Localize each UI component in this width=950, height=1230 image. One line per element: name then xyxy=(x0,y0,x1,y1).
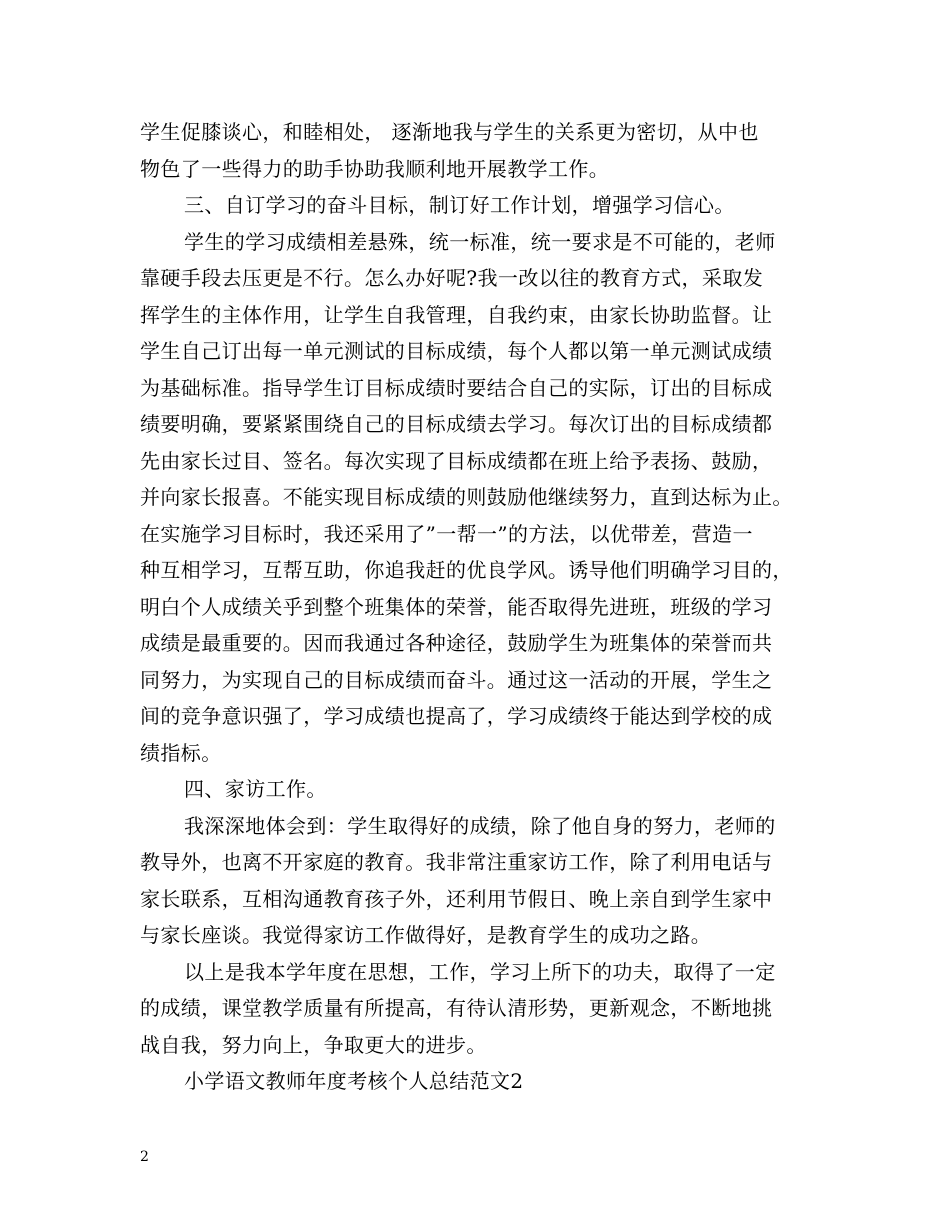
text-line: 的成绩，课堂教学质量有所提高，有待认清形势，更新观念，不断地挑 xyxy=(140,996,773,1020)
text-line: 以上是我本学年度在思想，工作，学习上所下的功夫，取得了一定 xyxy=(184,959,776,984)
text-line: 靠硬手段去压更是不行。怎么办好呢?我一改以往的教育方式，采取发 xyxy=(140,266,764,290)
text-line: 种互相学习，互帮互助，你追我赶的优良学风。诱导他们明确学习目的， xyxy=(140,558,793,582)
text-line: 学生自己订出每一单元测试的目标成绩，每个人都以第一单元测试成绩 xyxy=(140,339,773,363)
text-line: 物色了一些得力的助手协助我顺利地开展教学工作。 xyxy=(140,156,610,181)
text-line: 间的竞争意识强了，学习成绩也提高了，学习成绩终于能达到学校的成 xyxy=(140,704,773,728)
text-line: 绩要明确，要紧紧围绕自己的目标成绩去学习。每次订出的目标成绩都 xyxy=(140,412,773,436)
text-line: 绩指标。 xyxy=(140,740,222,765)
text-line: 战自我，努力向上，争取更大的进步。 xyxy=(140,1032,487,1057)
text-line: 成绩是最重要的。因而我通过各种途径，鼓励学生为班集体的荣誉而共 xyxy=(140,631,773,655)
text-line: 与家长座谈。我觉得家访工作做得好，是教育学生的成功之路。 xyxy=(140,923,712,947)
text-line: 我深深地体会到：学生取得好的成绩，除了他自身的努力，老师的 xyxy=(184,813,776,838)
text-line: 家长联系，互相沟通教育孩子外，还利用节假日、晚上亲自到学生家中 xyxy=(140,886,773,911)
text-line: 明白个人成绩关乎到整个班集体的荣誉，能否取得先进班，班级的学习 xyxy=(140,594,773,619)
text-line: 并向家长报喜。不能实现目标成绩的则鼓励他继续努力，直到达标为止。 xyxy=(140,485,793,509)
text-line: 先由家长过目、签名。每次实现了目标成绩都在班上给予表扬、鼓励， xyxy=(140,448,773,473)
text-line: 挥学生的主体作用，让学生自我管理，自我约束，由家长协助监督。让 xyxy=(140,302,773,327)
text-line: 教导外，也离不开家庭的教育。我非常注重家访工作，除了利用电话与 xyxy=(140,850,773,874)
text-line: 小学语文教师年度考核个人总结范文2 xyxy=(184,1069,524,1093)
text-line: 学生的学习成绩相差悬殊，统一标准，统一要求是不可能的，老师 xyxy=(184,229,776,254)
text-line: 为基础标准。指导学生订目标成绩时要结合自己的实际，订出的目标成 xyxy=(140,375,773,400)
text-line: 同努力，为实现自己的目标成绩而奋斗。通过这一活动的开展，学生之 xyxy=(140,667,773,692)
text-line: 学生促膝谈心，和睦相处， 逐渐地我与学生的关系更为密切，从中也 xyxy=(140,120,759,144)
text-line: 四、家访工作。 xyxy=(184,777,327,801)
document-body xyxy=(140,114,830,1100)
text-line: 三、自订学习的奋斗目标，制订好工作计划，增强学习信心。 xyxy=(184,193,735,217)
text-line: 在实施学习目标时，我还采用了”一帮一”的方法，以优带差，营造一 xyxy=(140,521,753,546)
page-number: 2 xyxy=(140,1149,149,1165)
